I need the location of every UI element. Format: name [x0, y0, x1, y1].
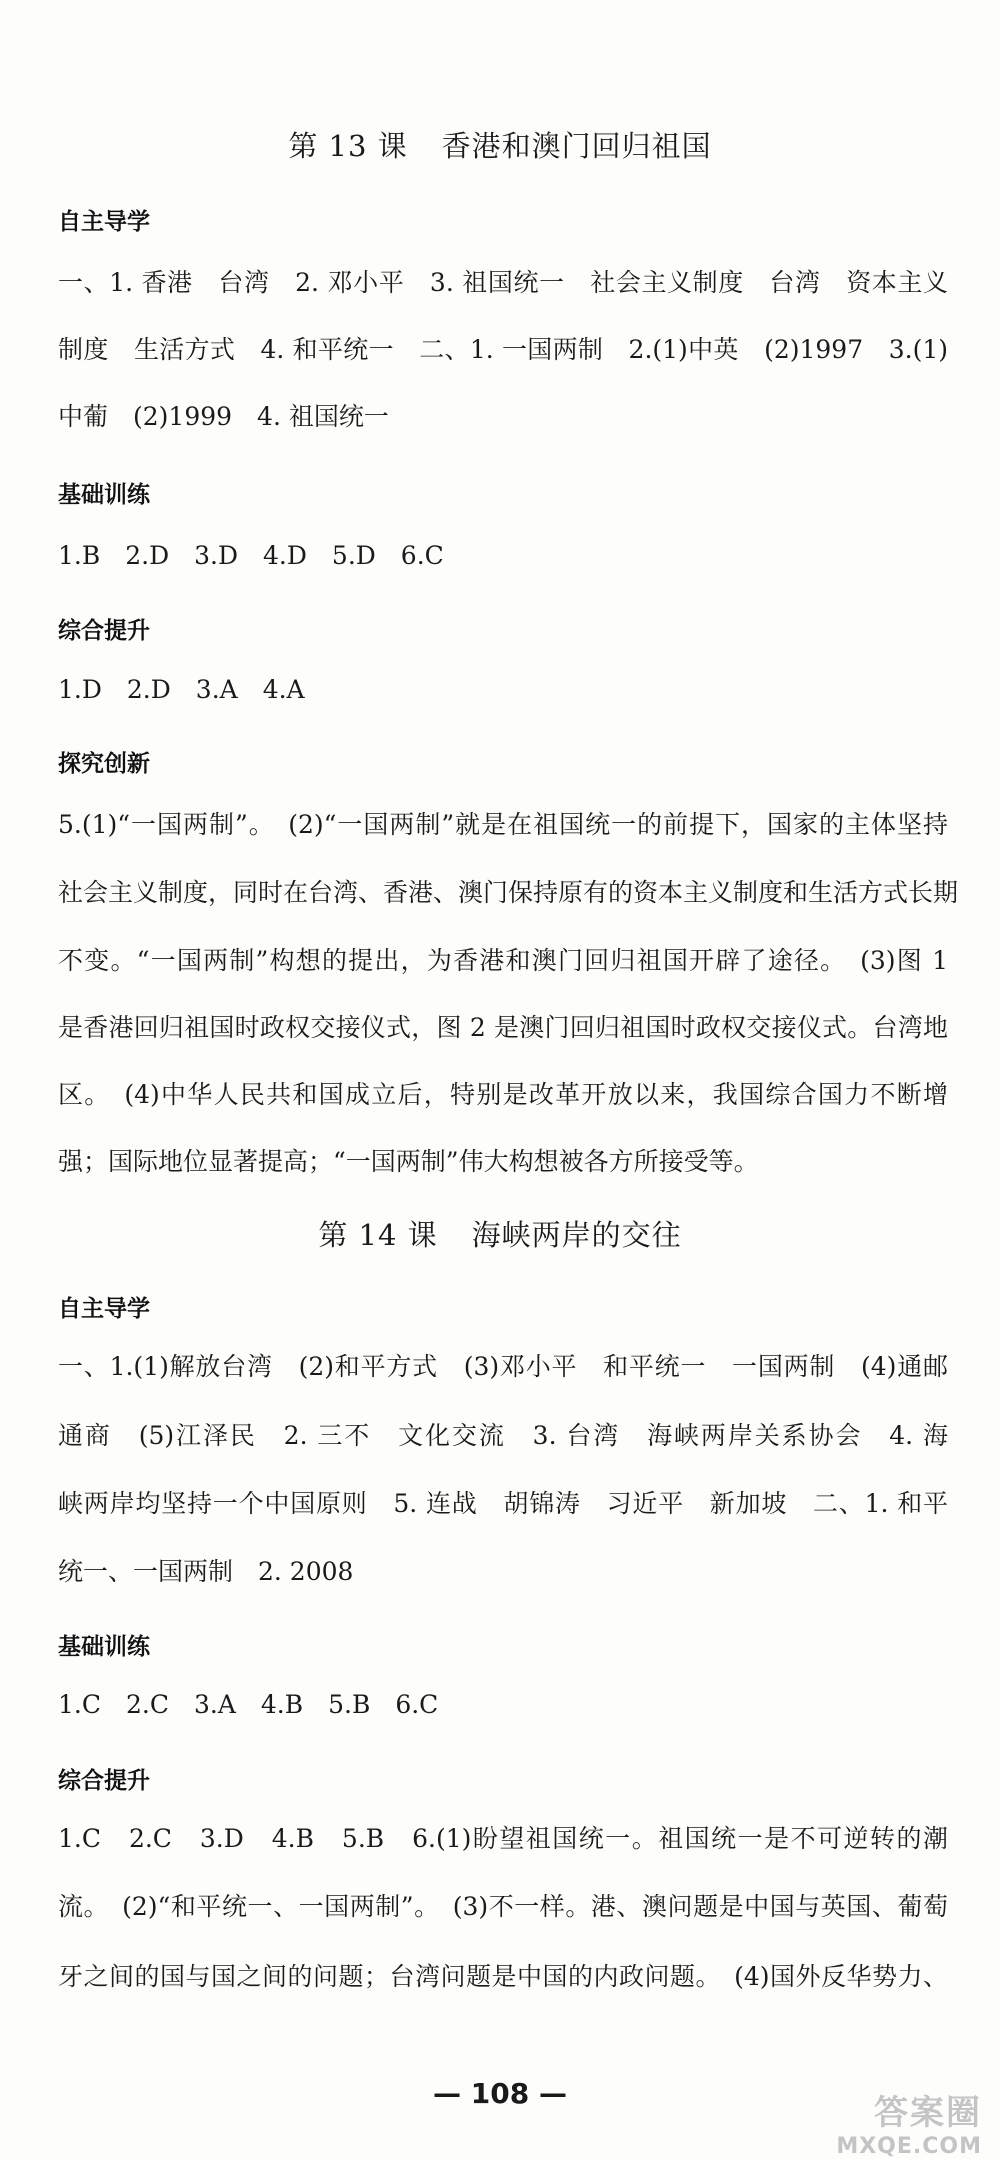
watermark	[836, 2085, 982, 2159]
section-heading-zizhu-14: 自主导学	[58, 1296, 150, 1322]
section-heading-zonghe-13: 综合提升	[58, 618, 150, 644]
answer-line: 区。 (4)中华人民共和国成立后，特别是改革开放以来，我国综合国力不断增	[58, 1080, 948, 1109]
answer-line: 是香港回归祖国时政权交接仪式，图 2 是澳门回归祖国时政权交接仪式。台湾地	[58, 1013, 948, 1042]
answer-line: 1.D 2.D 3.A 4.A	[58, 675, 305, 704]
lesson-13-number: 第 13 课	[288, 129, 408, 163]
watermark-logo: 答案圈	[874, 2093, 982, 2133]
lesson-14-name: 海峡两岸的交往	[471, 1218, 682, 1252]
section-heading-jichu-13: 基础训练	[58, 482, 150, 508]
answer-line: 强；国际地位显著提高；“一国两制”伟大构想被各方所接受等。	[58, 1147, 759, 1176]
answer-line: 一、1. 香港 台湾 2. 邓小平 3. 祖国统一 社会主义制度 台湾 资本主义	[58, 268, 948, 297]
lesson-13-title	[0, 124, 1000, 165]
answer-line: 通商 (5)江泽民 2. 三不 文化交流 3. 台湾 海峡两岸关系协会 4. 海	[58, 1421, 948, 1450]
answer-line: 峡两岸均坚持一个中国原则 5. 连战 胡锦涛 习近平 新加坡 二、1. 和平	[58, 1489, 948, 1518]
answer-line: 不变。“一国两制”构想的提出，为香港和澳门回归祖国开辟了途径。 (3)图 1	[58, 946, 948, 975]
answer-line: 社会主义制度，同时在台湾、香港、澳门保持原有的资本主义制度和生活方式长期	[58, 878, 959, 907]
answer-line: 一、1.(1)解放台湾 (2)和平方式 (3)邓小平 和平统一 一国两制 (4)通邮	[58, 1352, 948, 1381]
answer-line: 1.C 2.C 3.A 4.B 5.B 6.C	[58, 1690, 439, 1719]
answer-line: 中葡 (2)1999 4. 祖国统一	[58, 402, 389, 431]
answer-line: 牙之间的国与国之间的问题；台湾问题是中国的内政问题。 (4)国外反华势力、	[58, 1962, 948, 1991]
answer-line: 流。 (2)“和平统一、一国两制”。 (3)不一样。港、澳问题是中国与英国、葡萄	[58, 1892, 948, 1921]
section-heading-jichu-14: 基础训练	[58, 1634, 150, 1660]
answer-line: 制度 生活方式 4. 和平统一 二、1. 一国两制 2.(1)中英 (2)1997 3.(1)	[58, 335, 948, 364]
answer-line: 1.C 2.C 3.D 4.B 5.B 6.(1)盼望祖国统一。祖国统一是不可逆转的潮	[58, 1824, 948, 1853]
lesson-14-number: 第 14 课	[318, 1218, 438, 1252]
page-number: — 108 —	[433, 2077, 567, 2110]
answer-line: 1.B 2.D 3.D 4.D 5.D 6.C	[58, 541, 444, 570]
section-heading-zizhu-13: 自主导学	[58, 209, 150, 235]
lesson-13-name: 香港和澳门回归祖国	[441, 129, 712, 163]
watermark-url: MXQE.COM	[836, 2134, 982, 2159]
lesson-14-title	[0, 1213, 1000, 1254]
answer-line: 5.(1)“一国两制”。 (2)“一国两制”就是在祖国统一的前提下，国家的主体坚持	[58, 810, 948, 839]
section-heading-zonghe-14: 综合提升	[58, 1768, 150, 1794]
section-heading-tanjiu-13: 探究创新	[58, 751, 150, 777]
answer-line: 统一、一国两制 2. 2008	[58, 1557, 354, 1586]
